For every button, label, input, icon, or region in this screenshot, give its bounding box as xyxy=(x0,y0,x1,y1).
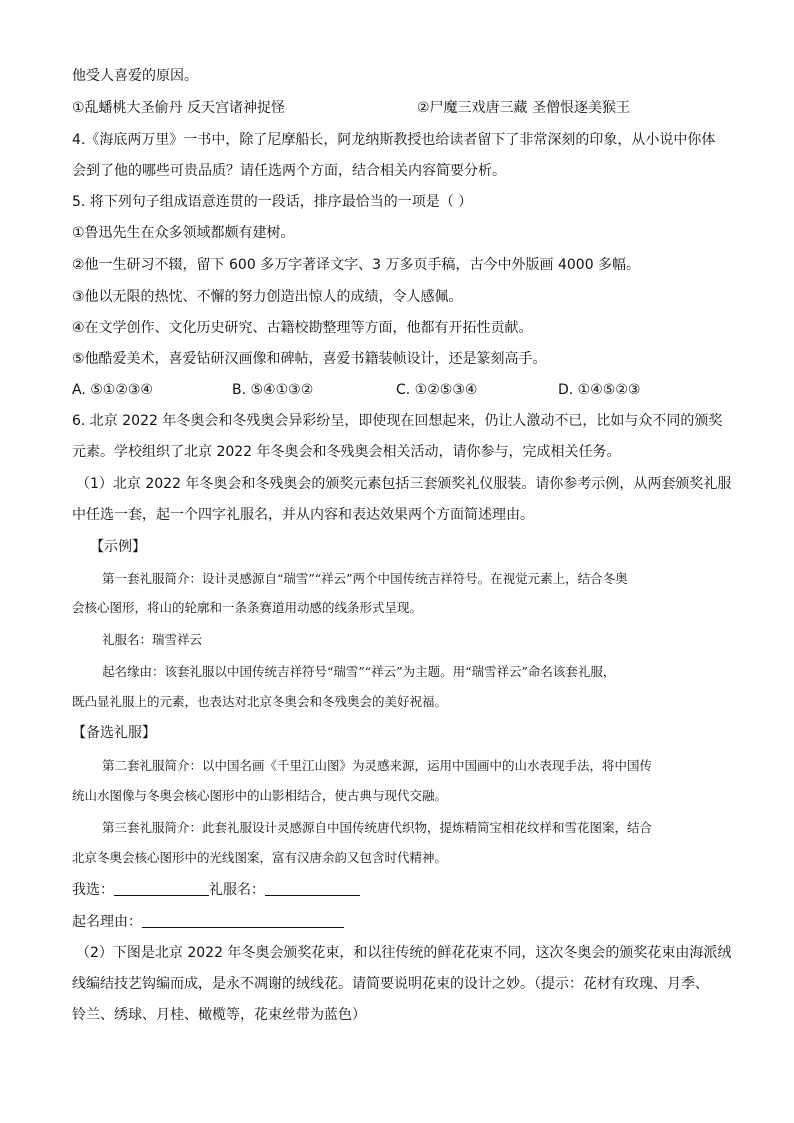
option-d: D. ①④⑤②③ xyxy=(558,382,641,398)
sentence-1: ①鲁迅先生在众多领域都颇有建树。 xyxy=(72,225,295,241)
sentence-5: ⑤他酷爱美术，喜爱钻研汉画像和碑帖，喜爱书籍装帧设计，还是篆刻高手。 xyxy=(72,351,547,367)
part-2-line-1: （2）下图是北京 2022 年冬奥会颁奖花束，和以往传统的鲜花花束不同，这次冬奥会的颁奖花束由海派绒 xyxy=(76,945,732,961)
example-name: 礼服名：瑞雪祥云 xyxy=(102,632,203,647)
example-intro-line-2: 会核心图形，将山的轮廓和一条条赛道用动感的线条形式呈现。 xyxy=(72,600,423,615)
sentence-2: ②他一生研习不辍，留下 600 多万字著译文字、3 万多页手稿，古今中外版画 4000 多幅。 xyxy=(72,257,641,273)
option-b: B. ⑤④①③② xyxy=(232,382,314,398)
alternatives-heading: 【备选礼服】 xyxy=(72,725,156,741)
example-intro-line-1: 第一套礼服简介：设计灵感源自“瑞雪”“祥云”两个中国传统吉祥符号。在视觉元素上，结合冬奥 xyxy=(102,571,628,586)
part-1-line-1: （1）北京 2022 年冬奥会和冬残奥会的颁奖元素包括三套颁奖礼仪服装。请你参考示例，从两套颁奖礼服 xyxy=(76,476,732,492)
costume-name-label: 礼服名： xyxy=(209,882,265,898)
question-6-line-2: 元素。学校组织了北京 2022 年冬奥会和冬残奥会相关活动，请你参与，完成相关任务。 xyxy=(72,444,621,460)
alternative-3-line-2: 北京冬奥会核心图形中的光线图案，富有汉唐余韵又包含时代精神。 xyxy=(72,850,448,865)
chapter-options-line xyxy=(72,98,631,118)
example-heading: 【示例】 xyxy=(90,539,146,555)
costume-name-blank[interactable] xyxy=(265,880,360,896)
answer-line-reason xyxy=(72,912,344,932)
example-reason-line-1: 起名缘由：该套礼服以中国传统吉祥符号“瑞雪”“祥云”为主题。用“瑞雪祥云”命名该套礼服， xyxy=(102,664,616,679)
reason-label: 起名理由： xyxy=(72,914,142,930)
alternative-2-line-2: 统山水图像与冬奥会核心图形中的山影相结合，使古典与现代交融。 xyxy=(72,788,448,803)
question-6-line-1: 6. 北京 2022 年冬奥会和冬残奥会异彩纷呈，即使现在回想起来，仍让人激动不已，比如与众不同的颁奖 xyxy=(72,413,723,429)
question-4-line-2: 会到了他的哪些可贵品质？请任选两个方面，结合相关内容简要分析。 xyxy=(72,163,506,179)
question-5-stem: 5. 将下列句子组成语意连贯的一段话，排序最恰当的一项是（ ） xyxy=(72,194,473,210)
alternative-2-line-1: 第二套礼服简介：以中国名画《千里江山图》为灵感来源，运用中国画中的山水表现手法，将中国传 xyxy=(102,758,653,773)
part-1-line-2: 中任选一套，起一个四字礼服名，并从内容和表达效果两个方面简述理由。 xyxy=(72,507,534,523)
part-2-line-3: 铃兰、绣球、月桂、橄榄等，花束丝带为蓝色） xyxy=(72,1007,366,1023)
option-a: A. ⑤①②③④ xyxy=(72,382,153,398)
sentence-3: ③他以无限的热忱、不懈的努力创造出惊人的成绩，令人感佩。 xyxy=(72,289,463,305)
choice-blank[interactable] xyxy=(114,880,209,896)
question-4-line-1: 4.《海底两万里》一书中，除了尼摩船长，阿龙纳斯教授也给读者留下了非常深刻的印象，从小说中你体 xyxy=(72,132,716,148)
chapter-option-1: ①乱蟠桃大圣偷丹 反天宫诸神捉怪 xyxy=(72,100,286,116)
alternative-3-line-1: 第三套礼服简介：此套礼服设计灵感源自中国传统唐代织物，提炼精简宝相花纹样和雪花图案，结合 xyxy=(102,820,653,835)
text-line: 他受人喜爱的原因。 xyxy=(72,68,198,84)
answer-line-choice xyxy=(72,880,360,900)
example-reason-line-2: 既凸显礼服上的元素，也表达对北京冬奥会和冬残奥会的美好祝福。 xyxy=(72,694,448,709)
answer-options xyxy=(72,380,712,400)
reason-blank[interactable] xyxy=(142,912,344,928)
option-c: C. ①②⑤③④ xyxy=(396,382,478,398)
sentence-4: ④在文学创作、文化历史研究、古籍校勘整理等方面，他都有开拓性贡献。 xyxy=(72,320,533,336)
chapter-option-2: ②尸魔三戏唐三藏 圣僧恨逐美猴王 xyxy=(417,100,631,116)
part-2-line-2: 线编结技艺钩编而成，是永不凋谢的绒线花。请简要说明花束的设计之妙。（提示：花材有玫瑰、月季、 xyxy=(72,976,709,992)
choice-label: 我选： xyxy=(72,882,114,898)
